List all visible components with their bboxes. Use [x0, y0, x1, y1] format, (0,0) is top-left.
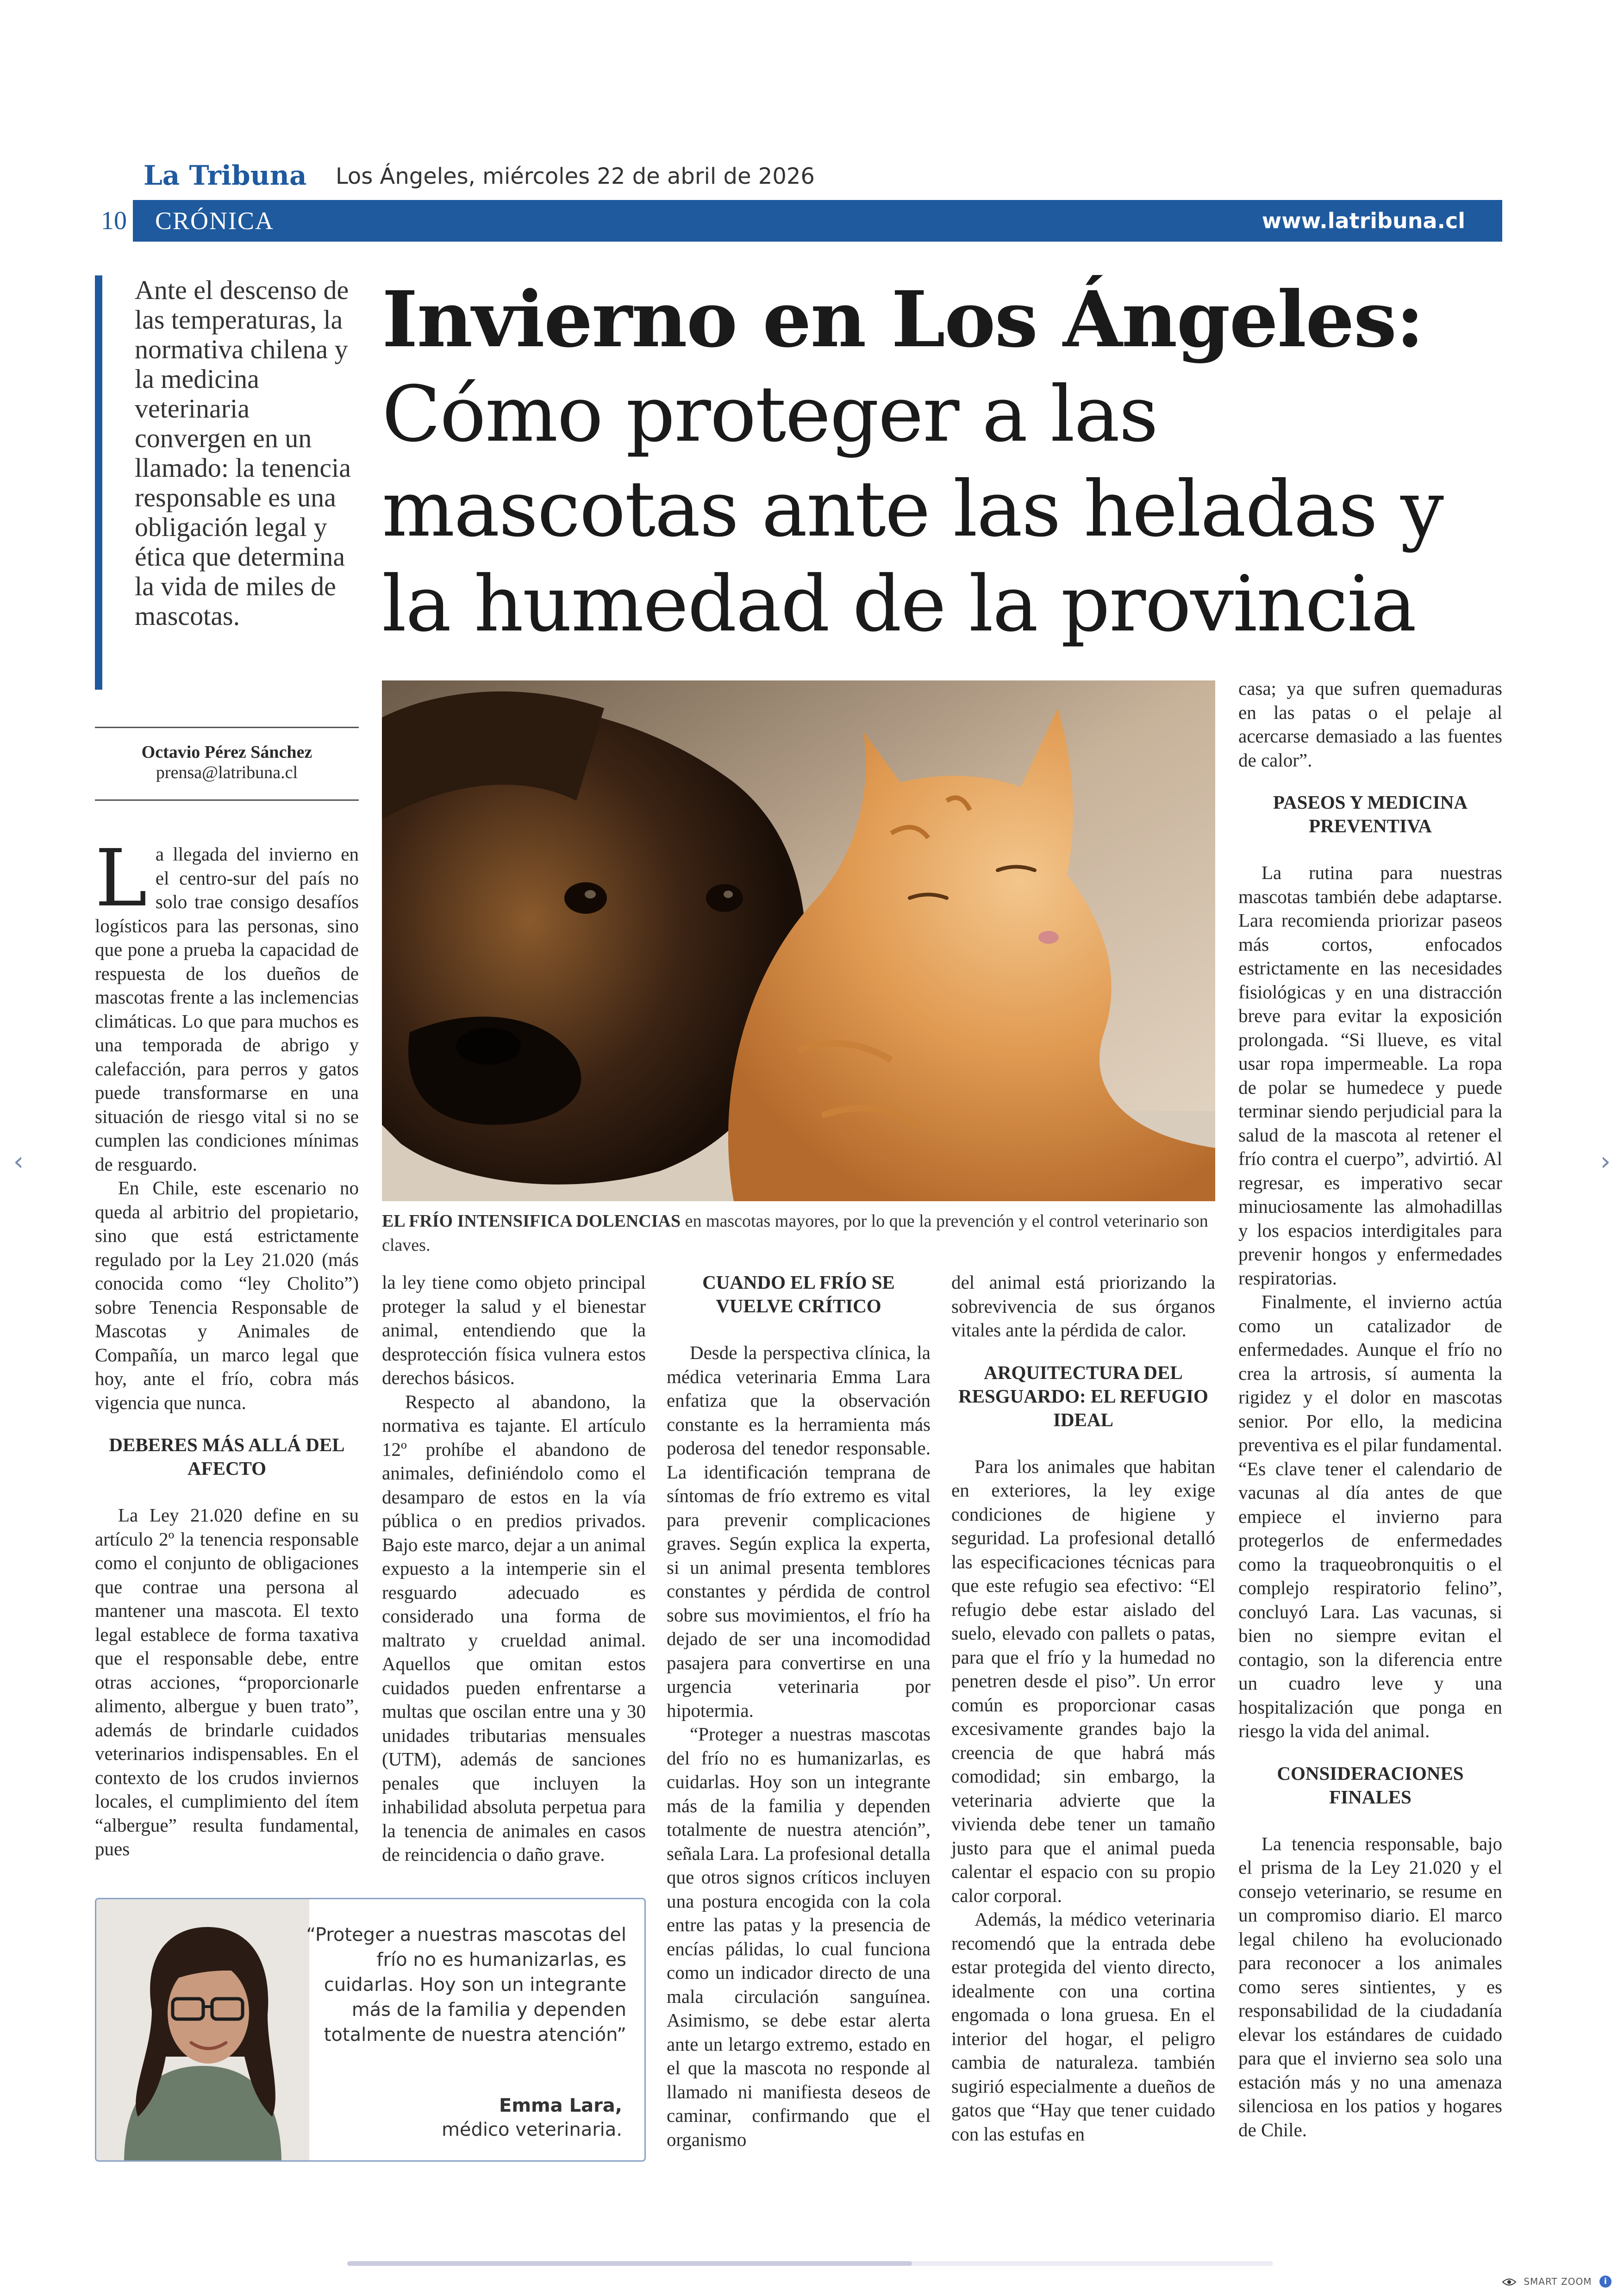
pull-quote-role: médico veterinaria.	[441, 2119, 622, 2140]
horizontal-scrollbar[interactable]	[347, 2261, 1273, 2266]
article-column-4	[951, 1271, 1215, 2146]
byline-email[interactable]: prensa@latribuna.cl	[156, 763, 298, 782]
paragraph	[95, 833, 359, 1176]
subheading-paseos: PASEOS Y MEDICINA PREVENTIVA	[1273, 792, 1468, 836]
article-lede: Ante el descenso de las temperaturas, la normativa chilena y la medicina veterinaria convergen en un llamado: la tenencia responsable es una obligación legal y ética que determina la vida de miles de mascotas.	[95, 275, 359, 690]
dog-and-cat-photo	[382, 680, 1215, 1201]
paragraph: casa; ya que sufren quemaduras en las patas o el pelaje al acercarse demasiado a las fuentes de calor”.	[1238, 678, 1502, 771]
byline	[95, 727, 359, 801]
section-bar	[95, 200, 1502, 242]
photo-caption	[382, 1209, 1215, 1257]
newspaper-logo: La Tribuna	[144, 160, 307, 191]
article-column-1	[95, 833, 359, 1861]
paragraph: “Proteger a nuestras mascotas del frío no es humanizarlas, es cuidarlas. Hoy son un integrante más de la familia y dependen totalmente de nuestra atención”, señala Lara. La profesional detalla que otros signos críticos incluyen una postura encogida con la cola entre las patas y la presencia de encías pálidas, lo cual funciona como un indicador directo de una mala circulación sanguínea. Asimismo, se debe estar alerta ante un letargo extremo, estado en el que la mascota no responde al llamado ni manifiesta deseos de caminar, confirmando que el organismo	[667, 1723, 931, 2150]
subheading-deberes: DEBERES MÁS ALLÁ DEL AFECTO	[109, 1434, 345, 1479]
article-headline	[382, 272, 1502, 652]
article-photo	[382, 680, 1215, 1201]
paragraph: Para los animales que habitan en exteriores, la ley exige condiciones de higiene y seguridad. La profesional detalló las especificaciones técnicas para que este refugio sea efectivo: “El refugio debe estar aislado del suelo, elevado con pallets o patas, para que el frío y la humedad no penetren desde el piso”. Un error común es proporcionar casas excesivamente grandes bajo la creencia de que habrá más comodidad; sin embargo, la veterinaria advierte que la vivienda debe tener un tamaño justo para que el animal pueda calentar el espacio con su propio calor corporal.	[951, 1455, 1215, 1906]
article-column-5	[1238, 677, 1502, 2142]
info-icon[interactable]: i	[1599, 2276, 1612, 2288]
smart-zoom-label: SMART ZOOM	[1524, 2276, 1592, 2287]
paragraph: del animal está priorizando la sobrevivencia de sus órganos vitales ante la pérdida de calor.	[951, 1272, 1215, 1341]
paragraph-text: a llegada del invierno en el centro-sur del país no solo trae consigo desafíos logísticos para las personas, sino que pone a prueba la capacidad de respuesta de los dueños de mascotas frente a las inclemencias climáticas. Lo que para muchos es una temporada de abrigo y calefacción, para perros y gatos puede transformarse en una situación de riesgo vital si no se cumplen las condiciones mínimas de resguardo.	[95, 843, 359, 1175]
caption-lead: EL FRÍO INTENSIFICA DOLENCIAS	[382, 1211, 681, 1231]
paragraph: la ley tiene como objeto principal proteger la salud y el bienestar animal, entendiendo que la desprotección física vulnera estos derechos básicos.	[382, 1272, 646, 1388]
chevron-right-icon[interactable]: ›	[1600, 1147, 1611, 1177]
pull-quote-box	[95, 1898, 646, 2162]
page-number: 10	[95, 200, 137, 242]
pull-quote-name: Emma Lara,	[499, 2095, 622, 2116]
drop-cap: L	[95, 833, 147, 924]
paragraph: En Chile, este escenario no queda al arbitrio del propietario, sino que está estrictamente regulado por la Ley 21.020 (más conocida como “ley Cholito”) sobre Tenencia Responsable de Mascotas y Animales de Compañía, un marco legal que hoy, ante el frío, cobra más vigencia que nunca.	[95, 1177, 359, 1413]
dateline: Los Ángeles, miércoles 22 de abril de 2026	[336, 163, 815, 189]
caption-rest: en mascotas mayores, por lo que la prevención y el control veterinario son claves.	[382, 1211, 1208, 1255]
byline-author: Octavio Pérez Sánchez	[141, 742, 312, 762]
article-column-3	[667, 1271, 931, 2152]
headline-line-1: Invierno en Los Ángeles:	[382, 274, 1424, 365]
chevron-left-icon[interactable]: ‹	[13, 1147, 24, 1177]
subheading-refugio: ARQUITECTURA DEL RESGUARDO: EL REFUGIO IDEAL	[958, 1361, 1208, 1430]
woman-portrait-icon	[96, 1899, 309, 2162]
paragraph: Finalmente, el invierno actúa como un catalizador de enfermedades. Aunque el frío no crea la artrosis, sí aumenta la rigidez y el dolor en mascotas senior. Por ello, la medicina preventiva es el pilar fundamental. “Es clave tener el calendario de vacunas al día antes de que empiece el invierno para protegerlos de enfermedades como la traqueobronquitis o el complejo respiratorio felino”, concluyó Lara. Las vacunas, si bien no siempre evitan el contagio, son la diferencia entre un cuadro leve y una hospitalización que ponga en riesgo la vida del animal.	[1238, 1291, 1502, 1741]
paragraph: Desde la perspectiva clínica, la médica veterinaria Emma Lara enfatiza que la observación constante es la herramienta más poderosa del tenedor responsable. La identificación temprana de síntomas de frío extremo es vital para prevenir complicaciones graves. Según explica la experta, si un animal presenta temblores constantes y pérdida de control sobre sus movimientos, el frío ha dejado de ser una incomodidad pasajera para convertirse en una urgencia veterinaria por hipotermia.	[667, 1342, 931, 1721]
paragraph: La rutina para nuestras mascotas también debe adaptarse. Lara recomienda priorizar paseos más cortos, enfocados estrictamente en las necesidades fisiológicas y en una distracción breve para evitar la exposición prolongada. “Si llueve, es vital usar ropa impermeable. La ropa de polar se humedece y puede terminar siendo perjudicial para la salud de la mascota al retener el frío contra el cuerpo”, advirtió. Al regresar, es imperativo secar minuciosamente las almohadillas y los espacios interdigitales para prevenir hongos y enfermedades respiratorias.	[1238, 862, 1502, 1289]
article-column-2	[382, 1271, 646, 1867]
subheading-frio: CUANDO EL FRÍO SE VUELVE CRÍTICO	[702, 1272, 895, 1316]
smart-zoom-control[interactable]	[1502, 2275, 1612, 2294]
pull-quote-attribution	[442, 2094, 622, 2142]
portrait-photo	[96, 1899, 309, 2162]
section-name: CRÓNICA	[155, 207, 275, 235]
masthead	[144, 160, 1500, 197]
paragraph: Además, la médico veterinaria recomendó que la entrada debe estar protegida del viento directo, idealmente con una cortina engomada o lona gruesa. En el interior del hogar, el peligro cambia de naturaleza. también sugirió especialmente a dueños de gatos que “Hay que tener cuidado con las estufas en	[951, 1908, 1215, 2145]
paragraph: La tenencia responsable, bajo el prisma de la Ley 21.020 y el consejo veterinario, se resume en un compromiso diario. El marco legal chileno ha evolucionado para reconocer a los animales como seres sintientes, y es responsabilidad de la ciudadanía elevar los estándares de cuidado para que el invierno sea solo una estación más y no una amenaza silenciosa en los patios y hogares de Chile.	[1238, 1833, 1502, 2140]
pull-quote-text: “Proteger a nuestras mascotas del frío no es humanizarlas, es cuidarlas. Hoy son un integrante más de la familia y dependen totalmente de nuestra atención”	[306, 1924, 626, 2046]
subheading-final: CONSIDERACIONES FINALES	[1277, 1762, 1464, 1808]
scrollbar-thumb[interactable]	[347, 2261, 912, 2266]
headline-line-2: Cómo proteger a las mascotas ante las heladas y la humedad de la provincia	[382, 370, 1443, 649]
eye-icon	[1502, 2277, 1516, 2286]
paragraph: La Ley 21.020 define en su artículo 2º la tenencia responsable como el conjunto de obligaciones que contrae una persona al mantener una mascota. El texto legal establece de forma taxativa que el responsable debe, entre otras acciones, “proporcionarle alimento, albergue y buen trato”, además de brindarle cuidados veterinarios indispensables. En el contexto de los crudos inviernos locales, el cumplimiento del ítem “albergue” resulta fundamental, pues	[95, 1504, 359, 1859]
paragraph: Respecto al abandono, la normativa es tajante. El artículo 12º prohíbe el abandono de animales, definiéndolo como el desamparo de estos en la vía pública o en predios privados. Bajo este marco, dejar a un animal expuesto a la intemperie sin el resguardo adecuado es considerado una forma de maltrato y crueldad animal. Aquellos que omitan estos cuidados pueden enfrentarse a multas que oscilan entre una y 30 unidades tributarias mensuales (UTM), además de sanciones penales que incluyen la inhabilidad absoluta perpetua para la tenencia de animales en casos de reincidencia o daño grave.	[382, 1391, 646, 1865]
site-url[interactable]: www.latribuna.cl	[1262, 208, 1465, 233]
